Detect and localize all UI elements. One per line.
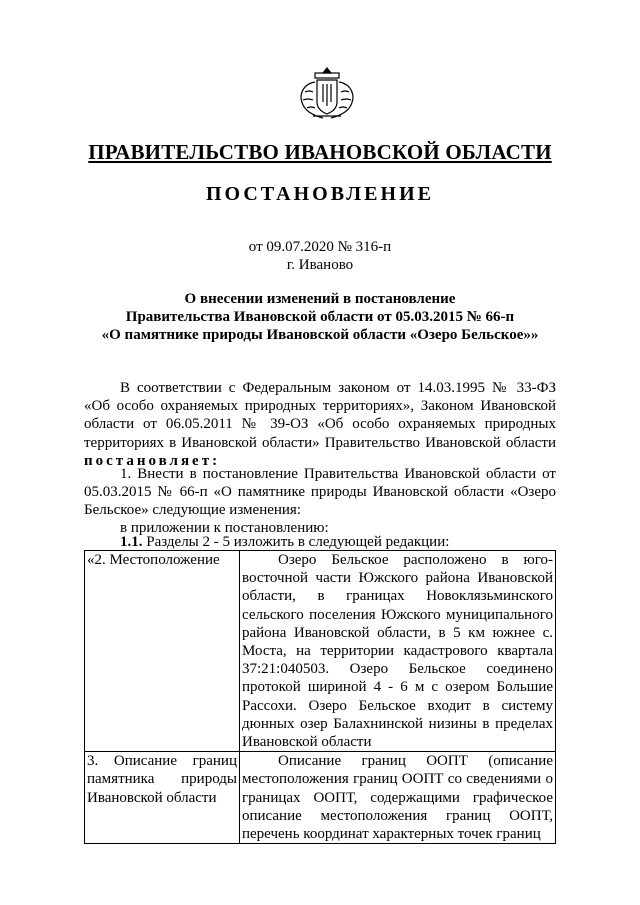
document-city: г. Иваново	[286, 257, 354, 273]
title-line-3: «О памятнике природы Ивановской области «Озеро Бельское»»	[101, 327, 539, 343]
table-cell-label: 3. Описание границ памятника природы Ивановской области	[85, 752, 240, 844]
government-name: ПРАВИТЕЛЬСТВО ИВАНОВСКОЙ ОБЛАСТИ	[88, 140, 552, 164]
coat-of-arms-emblem	[295, 62, 359, 122]
item-1-1: 1.1. Разделы 2 - 5 изложить в следующей редакции:	[120, 534, 450, 550]
document-date-number: от 09.07.2020 № 316-п	[248, 239, 392, 255]
table-cell-text: Озеро Бельское расположено в юго-восточной части Южского района Ивановской области, в границах Новоклязьминского сельского поселения Южского муниципального района Ивановской области, в 5 км южнее с. Моста, на территории кадастрового квартала 37:21:040503. Озеро Бельское соединено протокой шириной 4 - 6 м с озером Большие Рассохи. Озеро Бельское входит в систему дюнных озер Балахнинской низины в пределах Ивановской области	[240, 551, 556, 752]
item-1-paragraph: 1. Внести в постановление Правительства Ивановской области от 05.03.2015 № 66-п «О памятнике природы Ивановской области «Озеро Бельское» следующие изменения:	[84, 466, 556, 519]
document-type: ПОСТАНОВЛЕНИЕ	[206, 183, 434, 205]
item-1-sub: в приложении к постановлению:	[120, 520, 329, 536]
title-line-2: Правительства Ивановской области от 05.03.2015 № 66-п	[125, 309, 515, 325]
table-cell-text: Описание границ ООПТ (описание местоположения границ ООПТ со сведениями о границах ООПТ, содержащими графическое описание местоположения границ ООПТ, перечень координат характерных точек границ	[240, 752, 556, 844]
preamble-paragraph	[84, 379, 556, 470]
table-row	[85, 551, 556, 752]
table-row	[85, 752, 556, 844]
resolves-word: постановляет:	[84, 452, 221, 469]
preamble-text: В соответствии с Федеральным законом от 14.03.1995 № 33-ФЗ «Об особо охраняемых природных территориях», Законом Ивановской области от 06.05.2011 № 39-ОЗ «Об особо охраняемых природных территориях в Ивановской области» Правительство Ивановской области	[84, 380, 556, 451]
table-cell-label: «2. Местоположение	[85, 551, 240, 752]
sections-table	[84, 550, 556, 844]
title-line-1: О внесении изменений в постановление	[184, 291, 456, 307]
